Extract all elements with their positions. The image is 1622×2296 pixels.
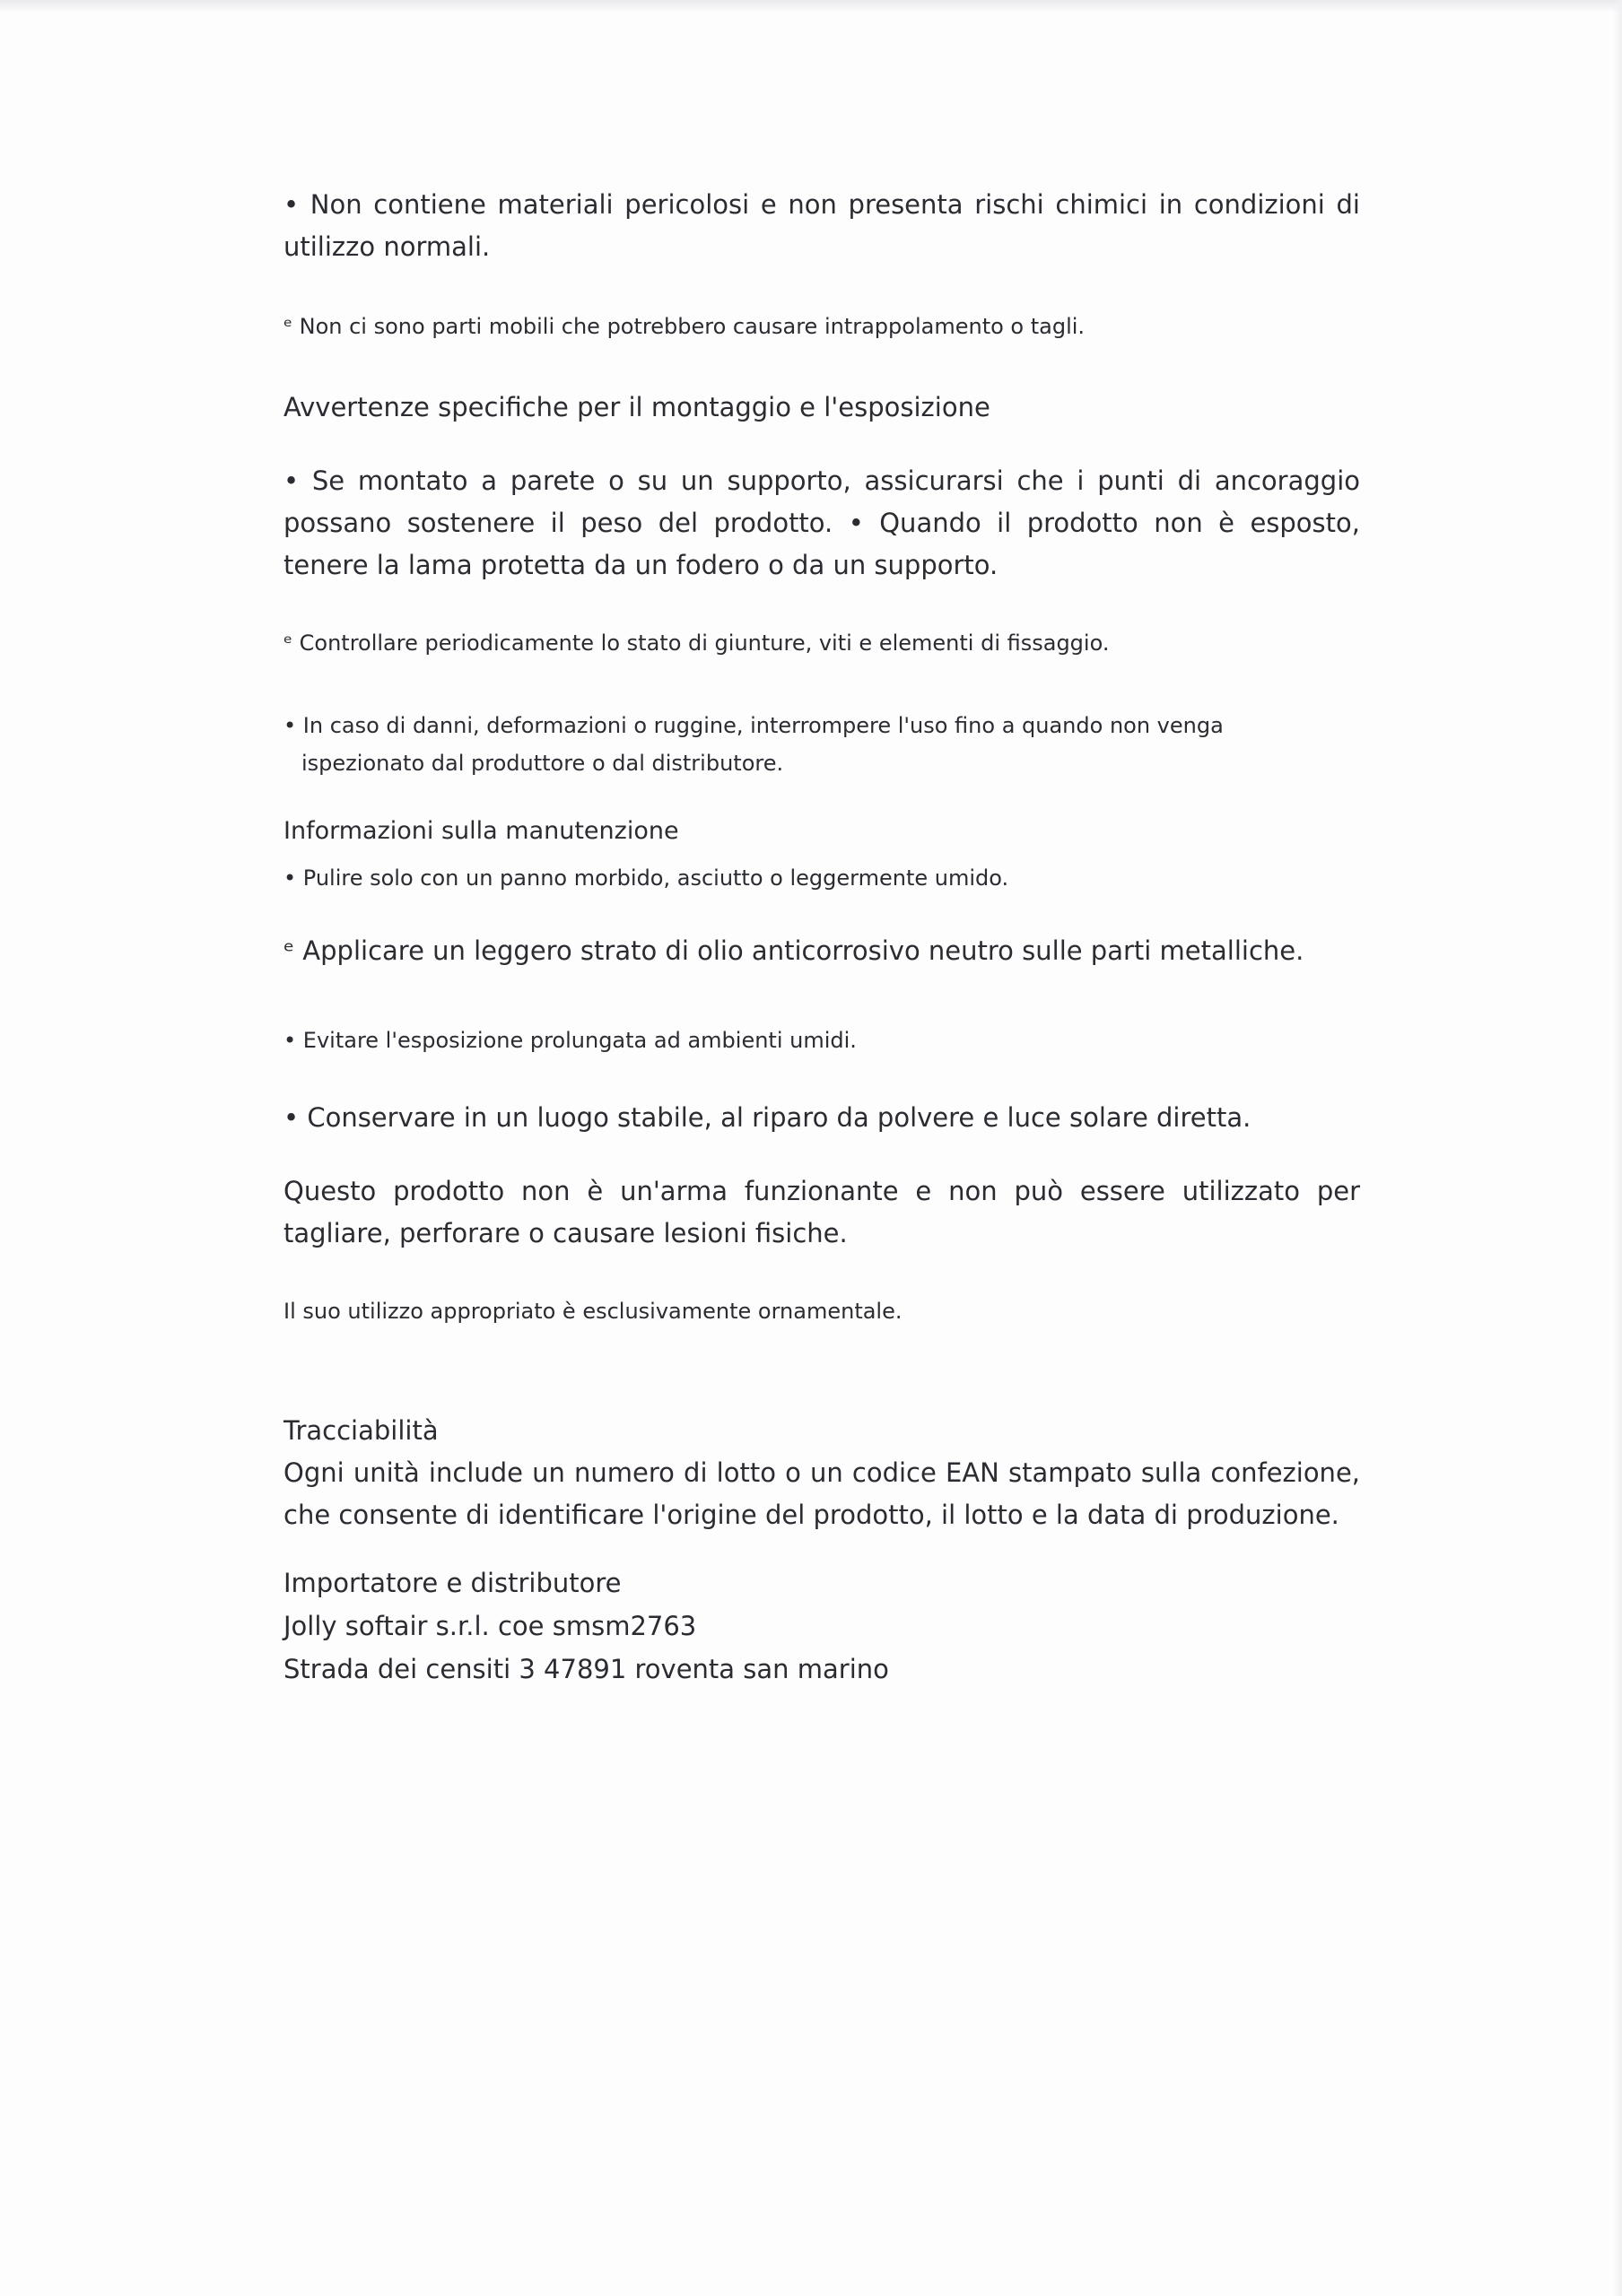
heading-traceability: Tracciabilità bbox=[283, 1415, 439, 1446]
importer-address: Strada dei censiti 3 47891 roventa san marino bbox=[283, 1654, 889, 1684]
heading-maintenance: Informazioni sulla manutenzione bbox=[283, 817, 679, 845]
paragraph-oil-application: ᵉ Applicare un leggero strato di olio anticorrosivo neutro sulle parti metalliche. bbox=[283, 935, 1304, 966]
paragraph-damage-inspection: • In caso di danni, deformazioni o ruggine, interrompere l'uso fino a quando non venga ispezionato dal produttore o dal distributore. bbox=[283, 713, 1224, 776]
paragraph-cleaning: • Pulire solo con un panno morbido, asciutto o leggermente umido. bbox=[283, 865, 1009, 891]
scan-right-edge bbox=[1613, 0, 1622, 2296]
importer-name: Jolly softair s.r.l. coe smsm2763 bbox=[283, 1611, 697, 1641]
paragraph-mounting-support: • Se montato a parete o su un supporto, assicurarsi che i punti di ancoraggio possano sostenere il peso del prodotto. • Quando il prodotto non è esposto, tenere la lama protetta da un fodero o da un supporto. bbox=[283, 465, 1360, 580]
heading-mounting-warnings: Avvertenze specifiche per il montaggio e l'esposizione bbox=[283, 392, 990, 422]
heading-importer: Importatore e distributore bbox=[283, 1568, 622, 1598]
paragraph-humidity: • Evitare l'esposizione prolungata ad ambienti umidi. bbox=[283, 1028, 857, 1053]
paragraph-ornamental-use: Il suo utilizzo appropriato è esclusivamente ornamentale. bbox=[283, 1299, 903, 1324]
paragraph-check-joints: ᵉ Controllare periodicamente lo stato di giunture, viti e elementi di fissaggio. bbox=[283, 631, 1110, 656]
paragraph-moving-parts: ᵉ Non ci sono parti mobili che potrebbero causare intrappolamento o tagli. bbox=[283, 314, 1086, 339]
scan-top-edge bbox=[0, 0, 1622, 13]
paragraph-storage: • Conservare in un luogo stabile, al riparo da polvere e luce solare diretta. bbox=[283, 1102, 1251, 1133]
paragraph-lot-number: Ogni unità include un numero di lotto o un codice EAN stampato sulla confezione, che consente di identificare l'origine del prodotto, il lotto e la data di produzione. bbox=[283, 1457, 1360, 1530]
paragraph-not-a-weapon: Questo prodotto non è un'arma funzionante e non può essere utilizzato per tagliare, perforare o causare lesioni fisiche. bbox=[283, 1176, 1360, 1248]
paragraph-hazardous-materials: • Non contiene materiali pericolosi e non presenta rischi chimici in condizioni di utilizzo normali. bbox=[283, 189, 1360, 262]
